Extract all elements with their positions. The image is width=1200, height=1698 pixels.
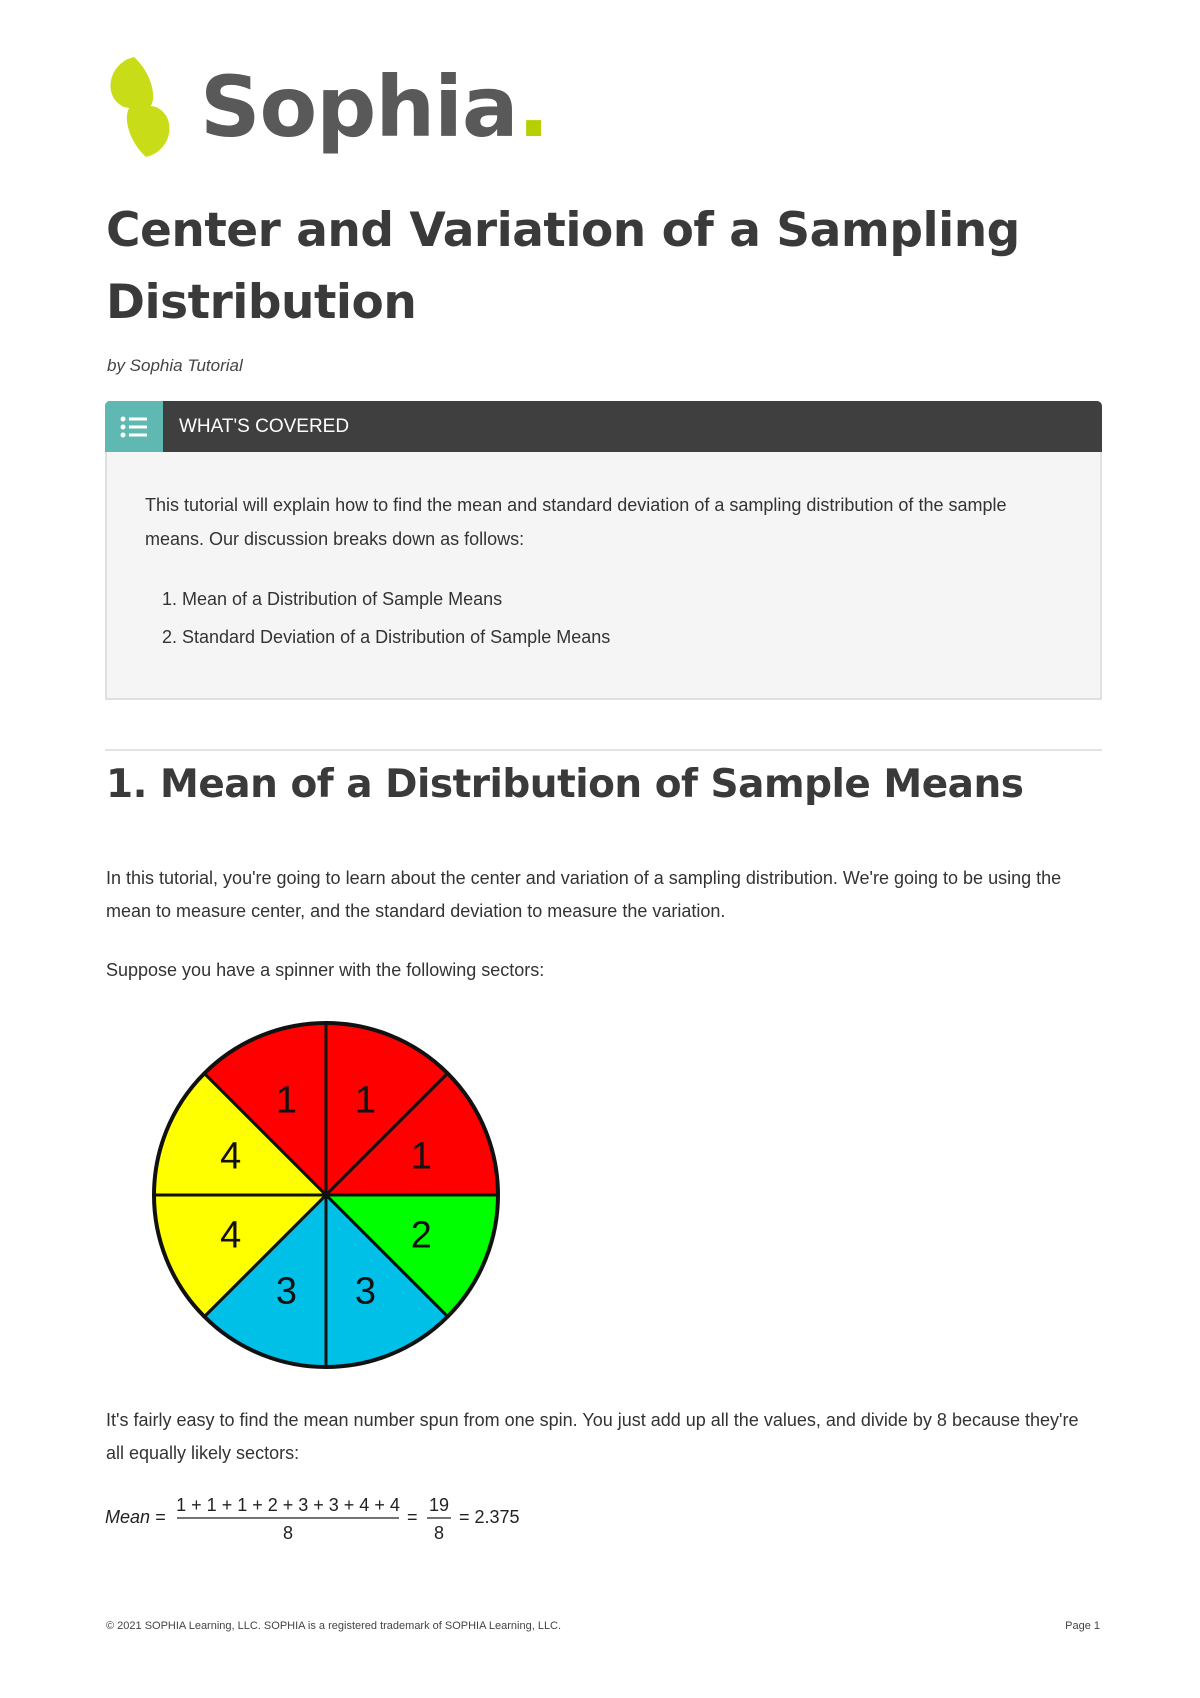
sophia-logo: [104, 55, 549, 159]
spinner-sector-label: 2: [410, 1214, 432, 1257]
spinner-sector-label: 1: [410, 1135, 432, 1178]
section-divider: [105, 749, 1102, 751]
spinner-sector-label: 4: [220, 1214, 242, 1257]
paragraph: In this tutorial, you're going to learn about the center and variation of a sampling distribution. We're going to be using the mean to measure center, and the standard deviation to measure the variation.: [106, 868, 1062, 921]
whats-covered-box: [105, 401, 1102, 700]
whats-covered-header: [105, 401, 1102, 452]
formula-numerator: 1 + 1 + 1 + 2 + 3 + 3 + 4 + 4: [176, 1495, 400, 1515]
spinner-image: [108, 1010, 528, 1380]
mean-formula: [105, 1493, 545, 1553]
list-icon: [105, 401, 163, 452]
paragraph: Suppose you have a spinner with the following sectors:: [106, 960, 545, 980]
footer-copyright: © 2021 SOPHIA Learning, LLC. SOPHIA is a registered trademark of SOPHIA Learning, LLC.: [106, 1620, 562, 1632]
formula-lhs: Mean =: [105, 1507, 166, 1527]
spinner-sector-label: 1: [275, 1079, 298, 1122]
formula-denominator: 8: [282, 1523, 294, 1543]
fraction2-numerator: 19: [428, 1495, 450, 1515]
spinner-sector-label: 3: [275, 1270, 298, 1313]
spinner-sector-label: 4: [220, 1135, 242, 1178]
spinner-sector-label: 1: [354, 1079, 377, 1122]
spinner-sector-label: 3: [354, 1270, 377, 1313]
covered-item: 2. Standard Deviation of a Distribution of Sample Means: [182, 618, 1062, 656]
sophia-logo-icon: [104, 55, 176, 159]
covered-list: [145, 580, 1062, 656]
paragraph: It's fairly easy to find the mean number spun from one spin. You just add up all the values, and divide by 8 because they're all equally likely sectors:: [106, 1410, 1079, 1463]
whats-covered-body: [105, 452, 1102, 700]
footer-page-number: Page 1: [1065, 1620, 1100, 1632]
page-title: Center and Variation of a Sampling Distribution: [106, 203, 1020, 330]
byline: by Sophia Tutorial: [107, 356, 243, 375]
covered-item: 1. Mean of a Distribution of Sample Means: [182, 580, 1062, 618]
fraction2-denominator: 8: [433, 1523, 445, 1543]
covered-intro: This tutorial will explain how to find the mean and standard deviation of a sampling distribution of the sample means. Our discussion breaks down as follows:: [145, 495, 1007, 549]
section-heading: 1. Mean of a Distribution of Sample Means: [106, 762, 1024, 807]
formula-equals: =: [407, 1507, 418, 1527]
sophia-wordmark: Sophia.: [200, 58, 549, 156]
whats-covered-title: WHAT'S COVERED: [179, 415, 350, 437]
formula-result: = 2.375: [459, 1507, 520, 1527]
